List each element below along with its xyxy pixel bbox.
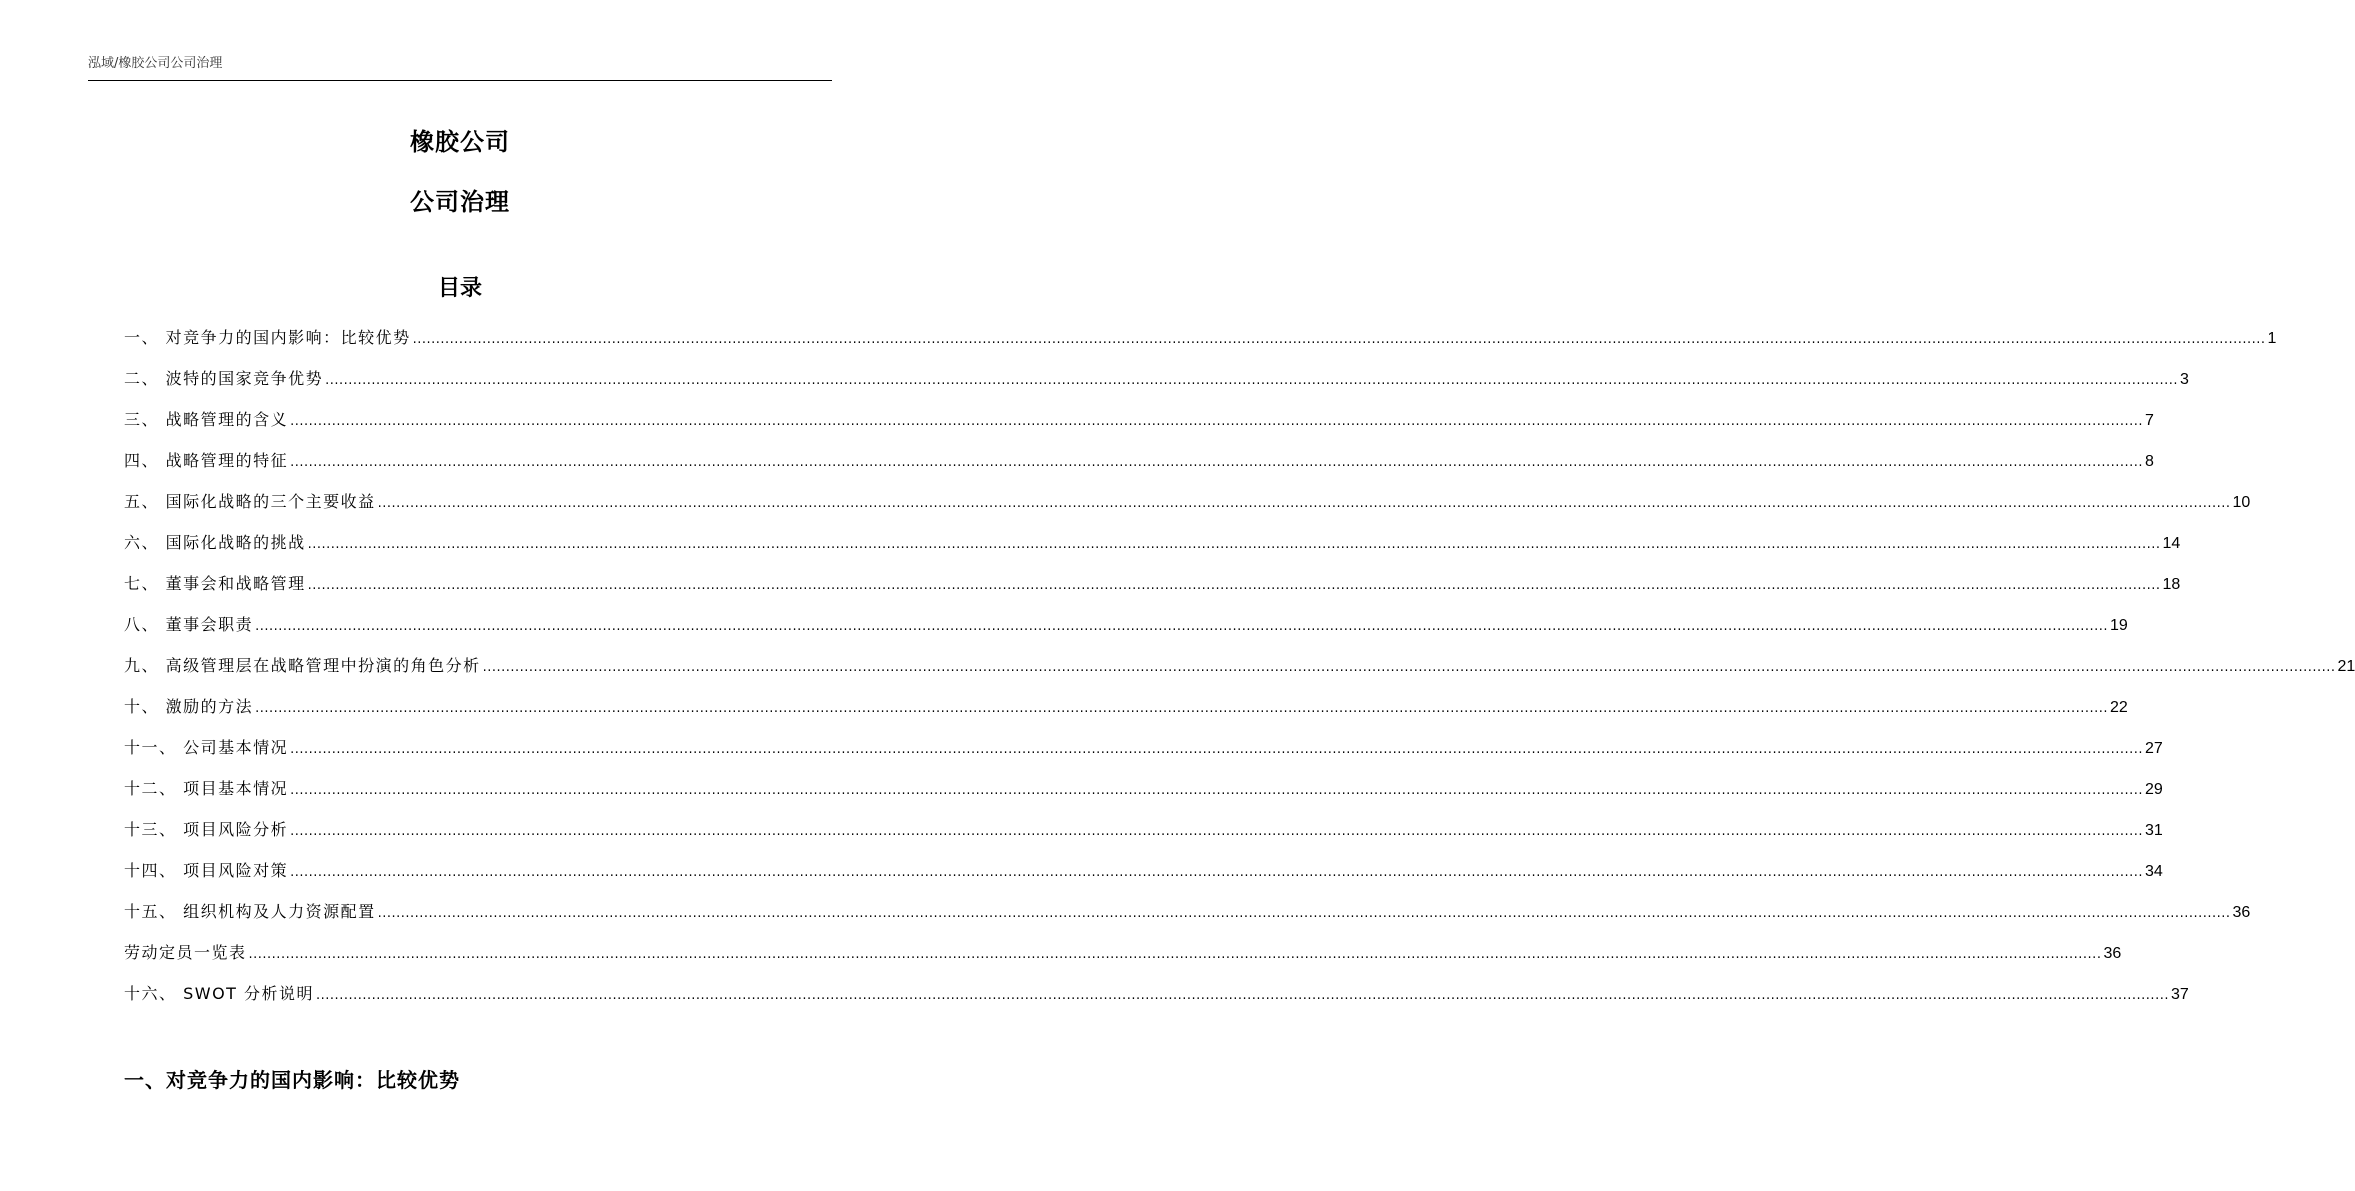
toc-entry-label: 十六、 SWOT 分析说明: [124, 984, 315, 1003]
toc-dot-leader: ................................................................................................................................................................................................................................................................................................................................................................................................................: [307, 537, 2161, 552]
toc-entry[interactable]: [124, 528, 2181, 569]
toc-entry[interactable]: [124, 897, 2251, 938]
toc-entry[interactable]: [124, 446, 2154, 487]
toc-entry-page: 1: [2267, 330, 2277, 347]
toc-entry[interactable]: [124, 856, 2163, 897]
toc-entry[interactable]: [124, 815, 2163, 856]
toc-dot-leader: ................................................................................................................................................................................................................................................................................................................................................................................................................: [307, 578, 2161, 593]
toc-entry[interactable]: [124, 774, 2163, 815]
toc-entry[interactable]: [124, 938, 2122, 979]
header-divider: [88, 80, 832, 81]
toc-entry-label: 八、 董事会职责: [124, 615, 254, 634]
toc-entry-page: 7: [2145, 412, 2154, 429]
toc-entry-page: 29: [2145, 781, 2163, 798]
toc-entry-label: 十四、 项目风险对策: [124, 861, 289, 880]
toc-entry-page: 37: [2170, 986, 2189, 1003]
toc-dot-leader: ................................................................................................................................................................................................................................................................................................................................................................................................................: [377, 906, 2231, 921]
toc-entry-label: 六、 国际化战略的挑战: [124, 533, 306, 552]
toc-entry-label: 四、 战略管理的特征: [124, 451, 289, 470]
toc-dot-leader: ................................................................................................................................................................................................................................................................................................................................................................................................................: [290, 742, 2144, 757]
toc-entry-page: 18: [2162, 576, 2181, 593]
toc-entry-page: 19: [2110, 617, 2128, 634]
table-of-contents: [124, 323, 2355, 1020]
doc-title: 橡胶公司: [410, 128, 510, 156]
toc-entry[interactable]: [124, 569, 2181, 610]
toc-dot-leader: ................................................................................................................................................................................................................................................................................................................................................................................................................: [377, 496, 2231, 511]
toc-entry-label: 劳动定员一览表: [124, 943, 247, 962]
toc-entry-page: 10: [2232, 494, 2251, 511]
toc-entry[interactable]: [124, 487, 2251, 528]
toc-dot-leader: ................................................................................................................................................................................................................................................................................................................................................................................................................: [482, 660, 2336, 675]
toc-entry-label: 三、 战略管理的含义: [124, 410, 289, 429]
toc-dot-leader: ................................................................................................................................................................................................................................................................................................................................................................................................................: [316, 988, 2169, 1003]
toc-entry-page: 36: [2103, 945, 2122, 962]
toc-entry[interactable]: [124, 733, 2163, 774]
toc-entry-label: 二、 波特的国家竞争优势: [124, 369, 324, 388]
toc-entry-page: 36: [2232, 904, 2251, 921]
toc-entry-page: 3: [2180, 371, 2189, 388]
section-heading: 一、对竞争力的国内影响：比较优势: [124, 1068, 460, 1092]
toc-dot-leader: ................................................................................................................................................................................................................................................................................................................................................................................................................: [412, 332, 2266, 347]
toc-entry-label: 十二、 项目基本情况: [124, 779, 289, 798]
toc-entry-label: 十一、 公司基本情况: [124, 738, 289, 757]
toc-entry[interactable]: [124, 323, 2277, 364]
toc-dot-leader: ................................................................................................................................................................................................................................................................................................................................................................................................................: [325, 373, 2179, 388]
toc-entry[interactable]: [124, 405, 2154, 446]
toc-dot-leader: ................................................................................................................................................................................................................................................................................................................................................................................................................: [248, 947, 2102, 962]
toc-entry-label: 十三、 项目风险分析: [124, 820, 289, 839]
toc-entry-page: 27: [2145, 740, 2163, 757]
toc-dot-leader: ................................................................................................................................................................................................................................................................................................................................................................................................................: [290, 824, 2144, 839]
toc-entry-label: 七、 董事会和战略管理: [124, 574, 306, 593]
toc-entry[interactable]: [124, 979, 2189, 1020]
toc-entry-page: 8: [2145, 453, 2154, 470]
toc-dot-leader: ................................................................................................................................................................................................................................................................................................................................................................................................................: [290, 414, 2144, 429]
toc-dot-leader: ................................................................................................................................................................................................................................................................................................................................................................................................................: [290, 783, 2144, 798]
toc-dot-leader: ................................................................................................................................................................................................................................................................................................................................................................................................................: [290, 865, 2144, 880]
toc-entry-page: 31: [2145, 822, 2163, 839]
toc-dot-leader: ................................................................................................................................................................................................................................................................................................................................................................................................................: [255, 701, 2109, 716]
toc-entry-label: 五、 国际化战略的三个主要收益: [124, 492, 376, 511]
toc-entry-page: 14: [2162, 535, 2181, 552]
toc-entry[interactable]: [124, 651, 2355, 692]
toc-entry[interactable]: [124, 692, 2128, 733]
toc-dot-leader: ................................................................................................................................................................................................................................................................................................................................................................................................................: [290, 455, 2144, 470]
toc-dot-leader: ................................................................................................................................................................................................................................................................................................................................................................................................................: [255, 619, 2109, 634]
doc-subtitle: 公司治理: [410, 188, 510, 216]
toc-entry-label: 十、 激励的方法: [124, 697, 254, 716]
toc-heading: 目录: [437, 276, 482, 301]
toc-entry-page: 21: [2337, 658, 2355, 675]
page-header: 泓域/橡胶公司公司治理: [88, 56, 223, 71]
toc-entry-label: 一、 对竞争力的国内影响：比较优势: [124, 328, 411, 347]
toc-entry-page: 34: [2145, 863, 2163, 880]
toc-entry-label: 九、 高级管理层在战略管理中扮演的角色分析: [124, 656, 481, 675]
toc-entry-label: 十五、 组织机构及人力资源配置: [124, 902, 376, 921]
toc-entry-page: 22: [2110, 699, 2128, 716]
toc-entry[interactable]: [124, 364, 2189, 405]
toc-entry[interactable]: [124, 610, 2128, 651]
